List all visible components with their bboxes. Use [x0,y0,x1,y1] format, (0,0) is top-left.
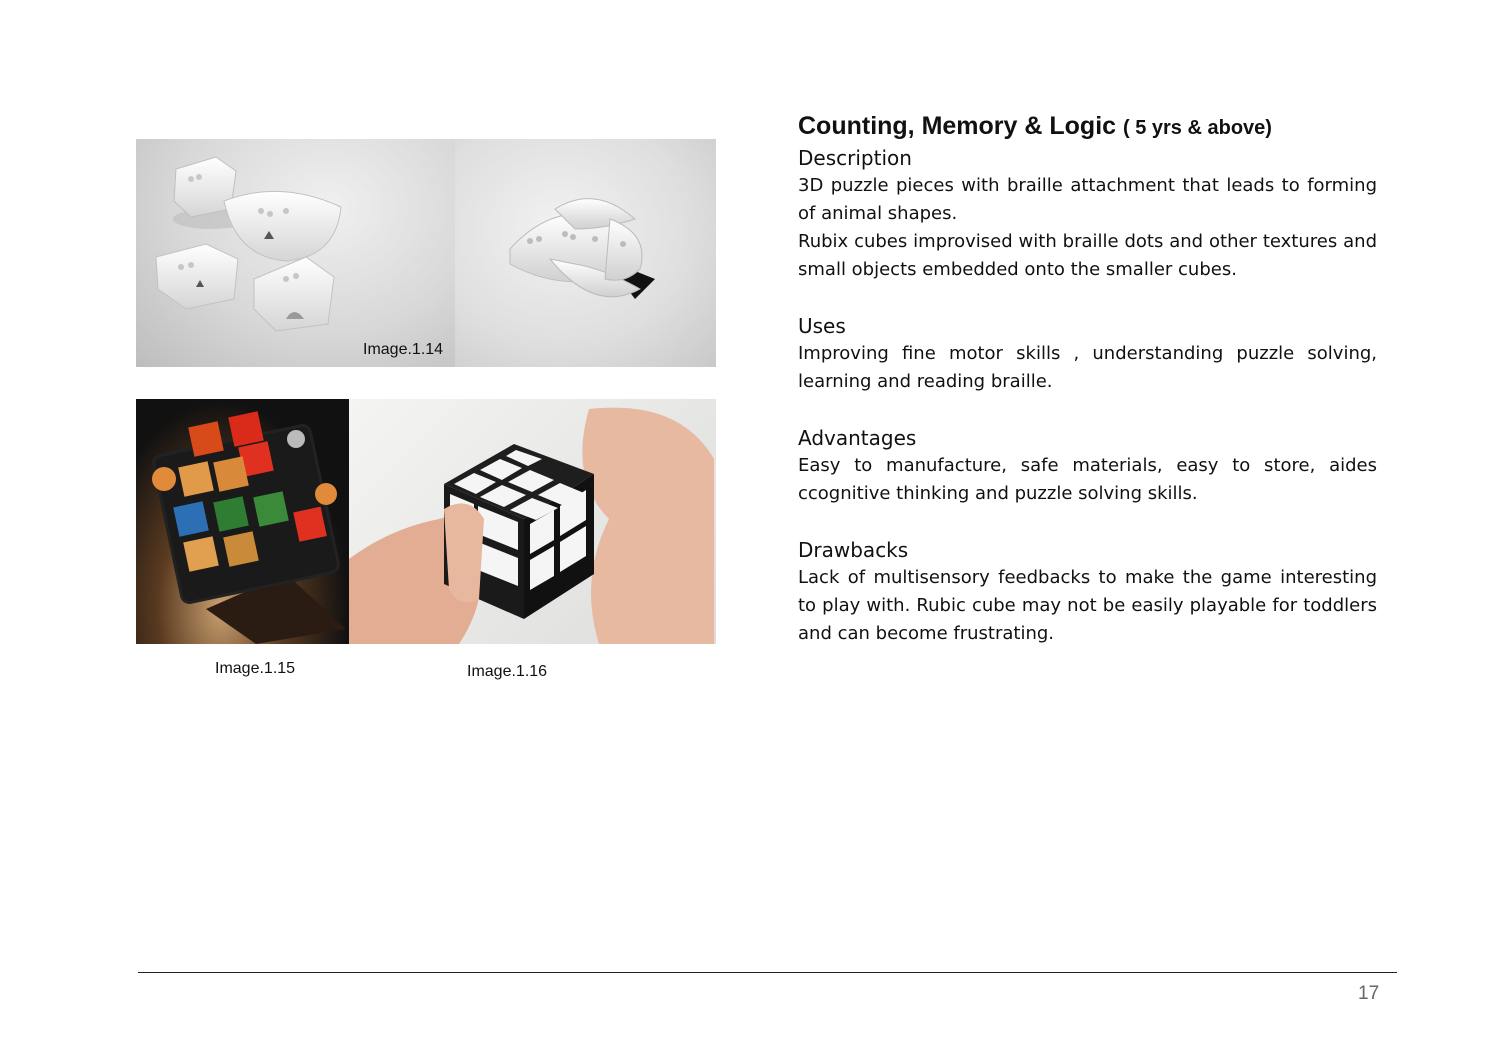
drawbacks-paragraph: Lack of multisensory feedbacks to make the game interesting to play with. Rubic cube may not be easily playable for toddlers and can become frustrating. [798,567,1377,644]
description-heading: Description [798,146,912,170]
drawbacks-heading: Drawbacks [798,538,909,562]
footer-divider [138,972,1397,973]
description-paragraph-2: Rubix cubes improvised with braille dots and other textures and small objects embedded onto the smaller cubes. [798,231,1377,280]
uses-heading: Uses [798,314,846,338]
content-column [798,110,1377,648]
photo-braille-rubik-cube-hands [349,399,716,644]
description-paragraph-1: 3D puzzle pieces with braille attachment that leads to forming of animal shapes. [798,175,1377,224]
title-main: Counting, Memory & Logic [798,112,1117,140]
page-number: 17 [1358,983,1380,1004]
photo-puzzle-pieces [136,139,455,367]
advantages-heading: Advantages [798,426,917,450]
advantages-paragraph: Easy to manufacture, safe materials, easy to store, aides ccognitive thinking and puzzle solving skills. [798,455,1377,504]
uses-paragraph: Improving fine motor skills , understanding puzzle solving, learning and reading braille. [798,343,1377,392]
caption-image-1-15: Image.1.15 [215,660,296,677]
title-age-range: ( 5 yrs & above) [1123,117,1272,139]
photo-fish-puzzle [455,139,716,367]
photo-textured-rubik-cube [136,399,349,644]
caption-image-1-14: Image.1.14 [363,341,444,358]
section-title [798,110,1377,144]
caption-image-1-16: Image.1.16 [467,663,548,680]
